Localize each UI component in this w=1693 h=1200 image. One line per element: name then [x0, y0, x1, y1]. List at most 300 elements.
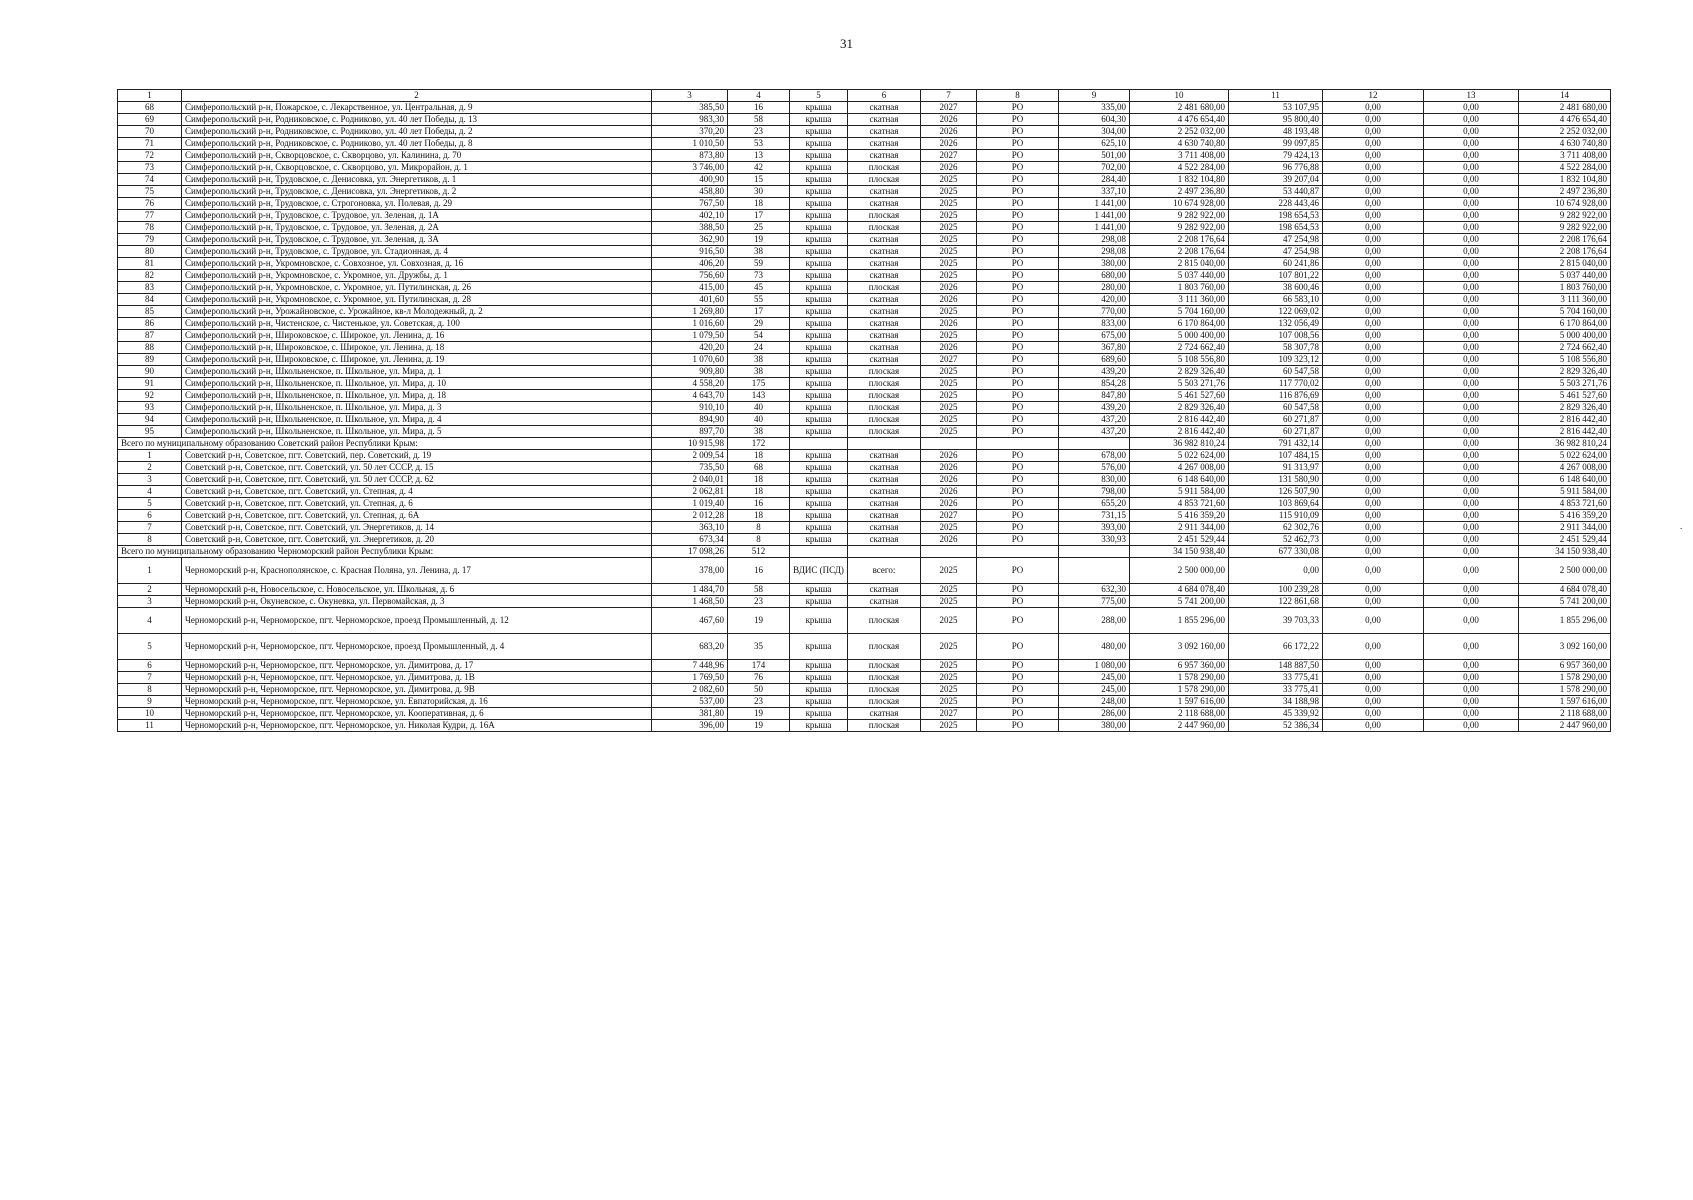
table-cell: 47 254,98	[1229, 234, 1323, 246]
table-cell: РО	[977, 126, 1059, 138]
table-cell: 107 801,22	[1229, 270, 1323, 282]
table-cell: 0,00	[1323, 294, 1424, 306]
table-cell: 19	[728, 708, 790, 720]
table-cell: 2025	[921, 330, 977, 342]
table-cell: РО	[977, 294, 1059, 306]
table-cell: крыша	[790, 222, 848, 234]
table-cell: 0,00	[1424, 318, 1519, 330]
table-cell: 437,20	[1059, 414, 1130, 426]
table-cell: 0,00	[1424, 696, 1519, 708]
table-cell: крыша	[790, 584, 848, 596]
table-cell: 2026	[921, 342, 977, 354]
table-row	[118, 498, 1611, 510]
table-cell: 2025	[921, 246, 977, 258]
table-cell: скатная	[848, 486, 921, 498]
table-cell: 73	[728, 270, 790, 282]
table-cell: 131 580,90	[1229, 474, 1323, 486]
table-cell: 6 170 864,00	[1130, 318, 1229, 330]
table-cell: 854,28	[1059, 378, 1130, 390]
address-cell: Советский р-н, Советское, пгт. Советский, ул. Степная, д. 6А	[182, 510, 652, 522]
table-row	[118, 558, 1611, 584]
table-cell: 2027	[921, 150, 977, 162]
table-cell: 18	[728, 198, 790, 210]
table-cell: 458,80	[652, 186, 728, 198]
table-cell: 775,00	[1059, 596, 1130, 608]
table-cell: 52 386,34	[1229, 720, 1323, 732]
table-row	[118, 522, 1611, 534]
table-cell: 2 815 040,00	[1130, 258, 1229, 270]
table-cell: 10 674 928,00	[1130, 198, 1229, 210]
table-cell: 1 578 290,00	[1130, 672, 1229, 684]
table-cell: 2025	[921, 672, 977, 684]
table-cell: 0,00	[1424, 596, 1519, 608]
table-cell: плоская	[848, 720, 921, 732]
table-cell: 4 630 740,80	[1130, 138, 1229, 150]
table-cell: крыша	[790, 138, 848, 150]
table-cell: 174	[728, 660, 790, 672]
header-cell: 12	[1323, 90, 1424, 102]
table-cell: 0,00	[1424, 102, 1519, 114]
table-cell: 38	[728, 426, 790, 438]
table-cell: 1 803 760,00	[1519, 282, 1611, 294]
table-cell: 109 323,12	[1229, 354, 1323, 366]
address-cell: Черноморский р-н, Черноморское, пгт. Черноморское, ул. Евпаторийская, д. 16	[182, 696, 652, 708]
table-cell: 415,00	[652, 282, 728, 294]
address-cell: Симферопольский р-н, Широковское, с. Широкое, ул. Ленина, д. 16	[182, 330, 652, 342]
table-cell: 2025	[921, 684, 977, 696]
table-row	[118, 258, 1611, 270]
table-cell: крыша	[790, 366, 848, 378]
table-cell: РО	[977, 498, 1059, 510]
table-cell: 439,20	[1059, 366, 1130, 378]
table-cell: 73	[118, 162, 182, 174]
table-cell: 38	[728, 366, 790, 378]
address-cell: Советский р-н, Советское, пгт. Советский, ул. Энергетиков, д. 14	[182, 522, 652, 534]
address-cell: Симферопольский р-н, Укромновское, с. Совхозное, ул. Совхозная, д. 16	[182, 258, 652, 270]
table-cell: 501,00	[1059, 150, 1130, 162]
table-cell: 33 775,41	[1229, 684, 1323, 696]
table-cell: 2	[118, 584, 182, 596]
table-cell: 0,00	[1323, 258, 1424, 270]
table-cell: 4 853 721,60	[1519, 498, 1611, 510]
table-cell: РО	[977, 414, 1059, 426]
table-cell: РО	[977, 584, 1059, 596]
table-cell: скатная	[848, 474, 921, 486]
table-cell: 58	[728, 584, 790, 596]
summary-label: Всего по муниципальному образованию Черноморский район Республики Крым:	[118, 546, 652, 558]
table-cell: крыша	[790, 696, 848, 708]
table-cell: 2 500 000,00	[1519, 558, 1611, 584]
table-row	[118, 402, 1611, 414]
table-cell: 393,00	[1059, 522, 1130, 534]
table-cell: 4 558,20	[652, 378, 728, 390]
table-cell: 833,00	[1059, 318, 1130, 330]
table-cell: 60 271,87	[1229, 414, 1323, 426]
header-cell: 7	[921, 90, 977, 102]
table-cell: 17	[728, 306, 790, 318]
table-cell: 69	[118, 114, 182, 126]
table-cell: скатная	[848, 330, 921, 342]
table-cell: 18	[728, 450, 790, 462]
table-cell: РО	[977, 378, 1059, 390]
summary-cell	[790, 438, 848, 450]
table-cell: 2 724 662,40	[1519, 342, 1611, 354]
table-row	[118, 126, 1611, 138]
table-cell: скатная	[848, 306, 921, 318]
table-cell: 2026	[921, 318, 977, 330]
table-cell: 2 118 688,00	[1130, 708, 1229, 720]
table-cell: 8	[728, 534, 790, 546]
address-cell: Симферопольский р-н, Трудовское, с. Денисовка, ул. Энергетиков, д. 1	[182, 174, 652, 186]
table-cell: 5 741 200,00	[1519, 596, 1611, 608]
table-cell: 53	[728, 138, 790, 150]
table-cell: 0,00	[1323, 414, 1424, 426]
table-cell: плоская	[848, 162, 921, 174]
table-cell: 0,00	[1424, 186, 1519, 198]
table-cell: 248,00	[1059, 696, 1130, 708]
table-cell: 55	[728, 294, 790, 306]
table-cell	[1059, 558, 1130, 584]
table-cell: 19	[728, 234, 790, 246]
table-cell: 2 208 176,64	[1130, 234, 1229, 246]
table-cell: 1 832 104,80	[1519, 174, 1611, 186]
table-cell: 0,00	[1323, 174, 1424, 186]
table-cell: 1 832 104,80	[1130, 174, 1229, 186]
summary-cell	[977, 438, 1059, 450]
table-cell: 18	[728, 510, 790, 522]
summary-cell: 36 982 810,24	[1519, 438, 1611, 450]
table-cell: 5 461 527,60	[1130, 390, 1229, 402]
table-cell: 92	[118, 390, 182, 402]
table-cell: 362,90	[652, 234, 728, 246]
table-cell: 0,00	[1323, 584, 1424, 596]
table-cell: 9 282 922,00	[1130, 222, 1229, 234]
table-cell: РО	[977, 672, 1059, 684]
table-cell: 66 583,10	[1229, 294, 1323, 306]
table-cell: плоская	[848, 696, 921, 708]
table-cell: РО	[977, 102, 1059, 114]
address-cell: Симферопольский р-н, Школьненское, п. Школьное, ул. Мира, д. 4	[182, 414, 652, 426]
address-cell: Советский р-н, Советское, пгт. Советский, ул. Энергетиков, д. 20	[182, 534, 652, 546]
table-cell: 0,00	[1323, 426, 1424, 438]
header-cell: 8	[977, 90, 1059, 102]
table-cell: 2 829 326,40	[1130, 402, 1229, 414]
table-cell: 0,00	[1424, 150, 1519, 162]
table-cell: 2025	[921, 660, 977, 672]
table-cell: 175	[728, 378, 790, 390]
table-cell: 396,00	[652, 720, 728, 732]
table-cell: 33 775,41	[1229, 672, 1323, 684]
table-cell: 0,00	[1323, 126, 1424, 138]
table-cell: 2025	[921, 258, 977, 270]
address-cell: Черноморский р-н, Черноморское, пгт. Черноморское, ул. Кооперативная, д. 6	[182, 708, 652, 720]
table-cell: 5 704 160,00	[1130, 306, 1229, 318]
table-cell: 1 803 760,00	[1130, 282, 1229, 294]
header-cell: 5	[790, 90, 848, 102]
table-cell: 17	[728, 210, 790, 222]
address-cell: Симферопольский р-н, Чистенское, с. Чистенькое, ул. Советская, д. 100	[182, 318, 652, 330]
table-cell: 5 037 440,00	[1519, 270, 1611, 282]
table-cell: 87	[118, 330, 182, 342]
table-cell: 91	[118, 378, 182, 390]
address-cell: Симферопольский р-н, Трудовское, с. Трудовое, ул. Зеленая, д. 2А	[182, 222, 652, 234]
table-cell: 77	[118, 210, 182, 222]
table-cell: 0,00	[1424, 210, 1519, 222]
table-cell: 90	[118, 366, 182, 378]
table-row	[118, 378, 1611, 390]
table-cell: РО	[977, 318, 1059, 330]
table-cell: 330,93	[1059, 534, 1130, 546]
summary-cell: 0,00	[1323, 438, 1424, 450]
table-cell: 54	[728, 330, 790, 342]
table-cell: крыша	[790, 390, 848, 402]
table-cell: 0,00	[1424, 498, 1519, 510]
table-cell: 8	[118, 684, 182, 696]
table-cell: 378,00	[652, 558, 728, 584]
table-cell: РО	[977, 150, 1059, 162]
table-cell: 683,20	[652, 634, 728, 660]
table-cell: крыша	[790, 708, 848, 720]
table-cell: 0,00	[1323, 684, 1424, 696]
table-cell: скатная	[848, 342, 921, 354]
table-cell: крыша	[790, 414, 848, 426]
table-cell: 0,00	[1424, 414, 1519, 426]
table-cell: 731,15	[1059, 510, 1130, 522]
table-cell: 2 497 236,80	[1519, 186, 1611, 198]
table-row	[118, 684, 1611, 696]
table-cell: 847,80	[1059, 390, 1130, 402]
table-cell: 2026	[921, 498, 977, 510]
table-row	[118, 102, 1611, 114]
table-cell: 767,50	[652, 198, 728, 210]
table-cell: 3 092 160,00	[1130, 634, 1229, 660]
table-cell: 2025	[921, 198, 977, 210]
table-cell: 537,00	[652, 696, 728, 708]
address-cell: Симферопольский р-н, Школьненское, п. Школьное, ул. Мира, д. 1	[182, 366, 652, 378]
table-cell: 78	[118, 222, 182, 234]
table-cell: 304,00	[1059, 126, 1130, 138]
table-cell: 5 022 624,00	[1130, 450, 1229, 462]
table-row	[118, 608, 1611, 634]
address-cell: Симферопольский р-н, Скворцовское, с. Скворцово, ул. Микрорайон, д. 1	[182, 162, 652, 174]
table-cell: 66 172,22	[1229, 634, 1323, 660]
table-cell: крыша	[790, 234, 848, 246]
address-cell: Черноморский р-н, Черноморское, пгт. Черноморское, ул. Николая Кудри, д. 16А	[182, 720, 652, 732]
header-cell: 11	[1229, 90, 1323, 102]
summary-cell: 512	[728, 546, 790, 558]
summary-cell	[848, 438, 921, 450]
summary-cell: 34 150 938,40	[1519, 546, 1611, 558]
table-cell: 0,00	[1424, 174, 1519, 186]
table-cell: крыша	[790, 450, 848, 462]
table-cell: 2	[118, 462, 182, 474]
table-cell: крыша	[790, 198, 848, 210]
table-cell: 280,00	[1059, 282, 1130, 294]
table-cell: 0,00	[1323, 558, 1424, 584]
table-cell: 3 746,00	[652, 162, 728, 174]
table-cell: 467,60	[652, 608, 728, 634]
table-cell: 0,00	[1424, 634, 1519, 660]
table-cell: 2025	[921, 402, 977, 414]
table-cell: 2 816 442,40	[1519, 414, 1611, 426]
table-cell: скатная	[848, 584, 921, 596]
table-cell: 0,00	[1323, 378, 1424, 390]
table-cell: РО	[977, 246, 1059, 258]
table-cell: 0,00	[1424, 246, 1519, 258]
table-cell: 126 507,90	[1229, 486, 1323, 498]
header-cell: 4	[728, 90, 790, 102]
table-row	[118, 462, 1611, 474]
header-row	[118, 90, 1611, 102]
table-cell: 288,00	[1059, 608, 1130, 634]
table-row	[118, 534, 1611, 546]
table-cell: 122 861,68	[1229, 596, 1323, 608]
table-cell: 116 876,69	[1229, 390, 1323, 402]
table-cell: 38 600,46	[1229, 282, 1323, 294]
table-cell: скатная	[848, 114, 921, 126]
table-cell: РО	[977, 270, 1059, 282]
table-cell: 5 416 359,20	[1130, 510, 1229, 522]
summary-cell: 34 150 938,40	[1130, 546, 1229, 558]
summary-cell	[977, 546, 1059, 558]
table-cell: РО	[977, 522, 1059, 534]
table-cell: 39 207,04	[1229, 174, 1323, 186]
table-cell: 24	[728, 342, 790, 354]
table-cell: 62 302,76	[1229, 522, 1323, 534]
summary-cell	[1059, 438, 1130, 450]
table-cell: 16	[728, 558, 790, 584]
table-cell: 0,00	[1424, 162, 1519, 174]
table-cell: РО	[977, 198, 1059, 210]
table-row	[118, 234, 1611, 246]
table-cell: 5 704 160,00	[1519, 306, 1611, 318]
table-cell: 2026	[921, 114, 977, 126]
table-cell: 2025	[921, 696, 977, 708]
table-cell: скатная	[848, 708, 921, 720]
table-cell: 96 776,88	[1229, 162, 1323, 174]
table-cell: 2025	[921, 186, 977, 198]
table-cell: 1 578 290,00	[1519, 672, 1611, 684]
margin-mark: .	[1680, 521, 1683, 531]
table-cell: 0,00	[1424, 378, 1519, 390]
table-cell: крыша	[790, 294, 848, 306]
table-cell: 335,00	[1059, 102, 1130, 114]
table-cell: 363,10	[652, 522, 728, 534]
summary-cell	[921, 438, 977, 450]
header-cell: 10	[1130, 90, 1229, 102]
table-cell: крыша	[790, 378, 848, 390]
summary-cell	[790, 546, 848, 558]
table-cell: 0,00	[1323, 708, 1424, 720]
table-cell: 400,90	[652, 174, 728, 186]
table-cell: 632,30	[1059, 584, 1130, 596]
table-cell: 7 448,96	[652, 660, 728, 672]
table-cell: скатная	[848, 318, 921, 330]
header-cell: 1	[118, 90, 182, 102]
address-cell: Советский р-н, Советское, пгт. Советский, ул. Степная, д. 4	[182, 486, 652, 498]
table-row	[118, 596, 1611, 608]
table-row	[118, 306, 1611, 318]
table-cell: крыша	[790, 608, 848, 634]
table-cell: 2 040,01	[652, 474, 728, 486]
table-cell: крыша	[790, 426, 848, 438]
table-cell: 42	[728, 162, 790, 174]
table-cell: 2025	[921, 174, 977, 186]
table-cell: 4 853 721,60	[1130, 498, 1229, 510]
table-cell: скатная	[848, 294, 921, 306]
table-cell: 3	[118, 596, 182, 608]
table-cell: 2025	[921, 210, 977, 222]
table-row	[118, 450, 1611, 462]
table-cell: крыша	[790, 402, 848, 414]
table-cell: 2025	[921, 634, 977, 660]
table-cell: 89	[118, 354, 182, 366]
table-cell: плоская	[848, 390, 921, 402]
table-cell: 2025	[921, 378, 977, 390]
table-cell: 23	[728, 696, 790, 708]
table-cell: скатная	[848, 498, 921, 510]
table-cell: 3 711 408,00	[1130, 150, 1229, 162]
summary-cell: 0,00	[1323, 546, 1424, 558]
table-cell: 0,00	[1323, 270, 1424, 282]
table-cell: РО	[977, 114, 1059, 126]
table-cell: 47 254,98	[1229, 246, 1323, 258]
table-cell: плоская	[848, 378, 921, 390]
table-cell: 5 000 400,00	[1519, 330, 1611, 342]
table-row	[118, 660, 1611, 672]
table-cell: 0,00	[1323, 634, 1424, 660]
table-cell: 72	[118, 150, 182, 162]
table-cell: 25	[728, 222, 790, 234]
table-cell: 2025	[921, 584, 977, 596]
table-cell: 0,00	[1323, 462, 1424, 474]
table-cell: 107 008,56	[1229, 330, 1323, 342]
table-cell: 2 829 326,40	[1519, 366, 1611, 378]
table-cell: 2 724 662,40	[1130, 342, 1229, 354]
table-cell: скатная	[848, 126, 921, 138]
table-cell: скатная	[848, 246, 921, 258]
table-cell: 0,00	[1424, 426, 1519, 438]
table-cell: 625,10	[1059, 138, 1130, 150]
table-cell: 2027	[921, 510, 977, 522]
table-cell: крыша	[790, 672, 848, 684]
table-cell: 2026	[921, 126, 977, 138]
table-cell: 5 108 556,80	[1130, 354, 1229, 366]
summary-cell: 17 098,26	[652, 546, 728, 558]
table-cell: 1 079,50	[652, 330, 728, 342]
table-cell: 0,00	[1323, 486, 1424, 498]
address-cell: Симферопольский р-н, Трудовское, с. Трудовое, ул. Стадионная, д. 4	[182, 246, 652, 258]
table-cell: 0,00	[1323, 114, 1424, 126]
table-cell: плоская	[848, 672, 921, 684]
table-cell: 23	[728, 596, 790, 608]
table-cell: 143	[728, 390, 790, 402]
table-cell: 2 816 442,40	[1130, 414, 1229, 426]
table-row	[118, 634, 1611, 660]
table-cell: 2026	[921, 294, 977, 306]
table-cell: 0,00	[1424, 510, 1519, 522]
table-cell: 3 111 360,00	[1519, 294, 1611, 306]
table-cell: 1 597 616,00	[1130, 696, 1229, 708]
table-cell: 81	[118, 258, 182, 270]
table-cell: 76	[118, 198, 182, 210]
table-cell: 0,00	[1424, 366, 1519, 378]
table-cell: 1 010,50	[652, 138, 728, 150]
table-cell: РО	[977, 634, 1059, 660]
table-cell: 117 770,02	[1229, 378, 1323, 390]
table-cell: РО	[977, 306, 1059, 318]
table-cell: крыша	[790, 534, 848, 546]
